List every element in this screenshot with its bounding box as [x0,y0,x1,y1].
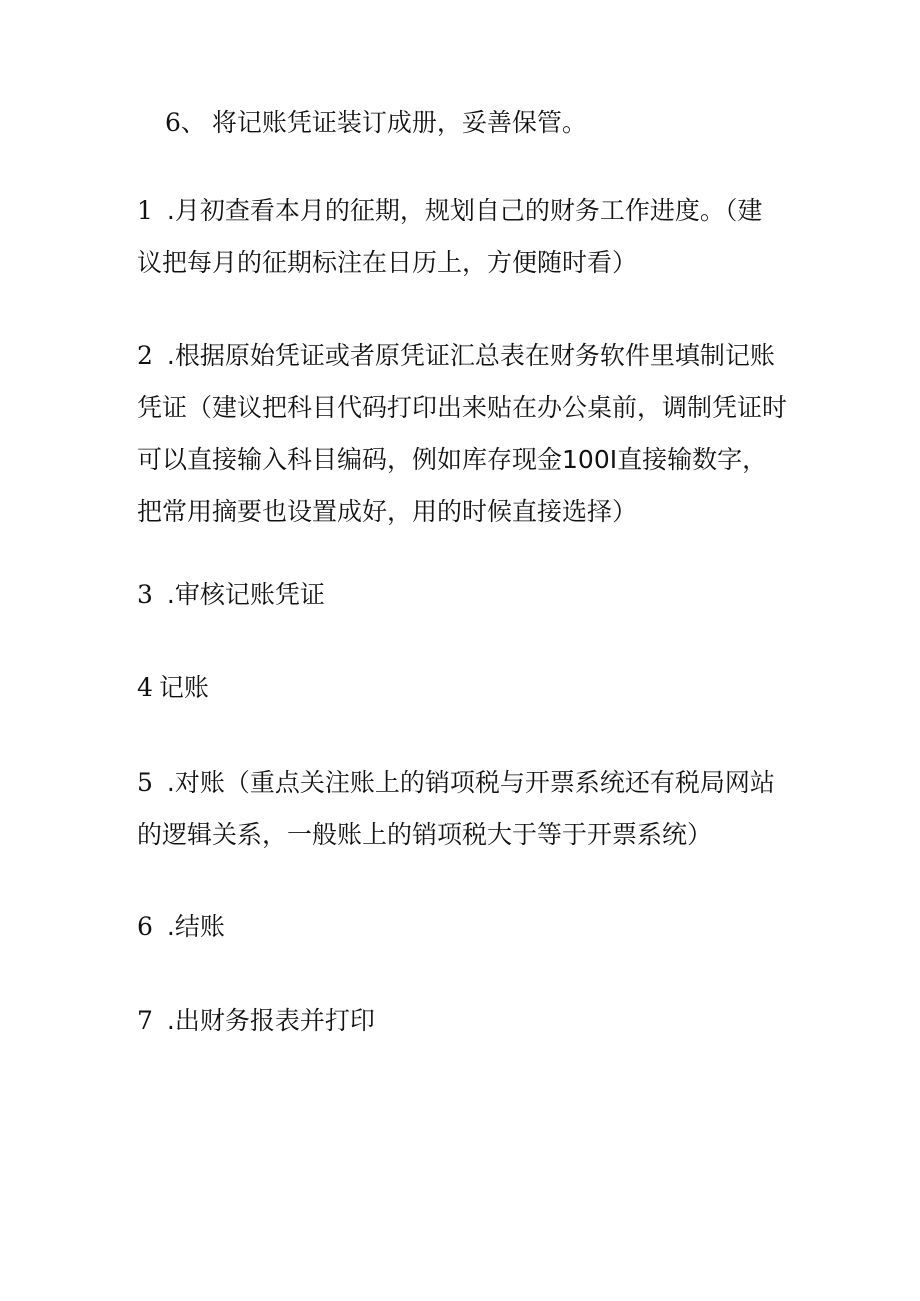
paragraph-number: 6、 [165,108,206,137]
paragraph-number: 6 [137,912,153,941]
paragraph-number: 7 [137,1006,153,1035]
paragraph-step-3 [137,569,787,621]
paragraph-text: .月初查看本月的征期，规划自己的财务工作进度。（建议把每月的征期标注在日历上，方便随时看） [137,196,763,277]
paragraph-text: 将记账凭证装订成册，妥善保管。 [211,108,587,137]
paragraph-number: 1 [137,196,153,225]
paragraph-step-5 [137,757,787,861]
paragraph-step-7 [137,995,787,1047]
paragraph-text: .结账 [166,912,225,941]
paragraph-number: 2 [137,341,153,370]
paragraph-number: 5 [137,768,153,797]
paragraph-number: 4 [137,673,153,702]
paragraph-text: .审核记账凭证 [166,580,325,609]
paragraph-step-4 [137,662,787,714]
paragraph-step-1 [137,185,787,289]
paragraph-text: .根据原始凭证或者原凭证汇总表在财务软件里填制记账凭证（建议把科目代码打印出来贴在办公桌前，调制凭证时可以直接输入科目编码，例如库存现金100I直接输数字，把常用摘要也设置成好，用的时候直接选择） [137,341,788,526]
paragraph-text: 记账 [158,673,209,702]
paragraph-text: .出财务报表并打印 [166,1006,375,1035]
paragraph-bind-step-6 [165,97,815,149]
paragraph-text: .对账（重点关注账上的销项税与开票系统还有税局网站的逻辑关系，一般账上的销项税大于等于开票系统） [137,768,775,849]
paragraph-step-6 [137,901,787,953]
paragraph-number: 3 [137,580,153,609]
paragraph-step-2 [137,330,787,538]
